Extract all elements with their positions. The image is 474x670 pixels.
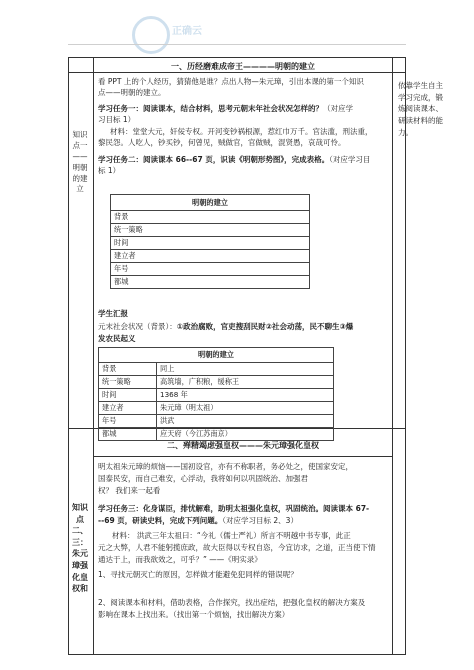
task3-objective: （对应学习目标 2、3）: [222, 516, 298, 525]
section2-intro-line3: 权？ 我们来一起看: [98, 486, 161, 495]
filled-founding-table: [98, 347, 334, 441]
right-column-divider: [392, 57, 393, 655]
material1-line1: 材料：堂堂大元，奸佞专权。开河变钞祸根源，惹红巾万千。官法滥，刑法重，: [110, 127, 373, 136]
task1-text: 阅读课本，结合材料，思考元朝末年社会状况怎样的？: [143, 104, 323, 113]
empty-table-row: 建立者: [111, 250, 310, 263]
empty-table-row: 时间: [111, 237, 310, 250]
report-title: 学生汇报: [98, 309, 128, 318]
report-answer: ①政治腐败，官吏搜刮民财②社会动荡，民不聊生③爆: [176, 322, 354, 331]
table-row: 背景 同上: [99, 363, 334, 376]
table-row: 统一策略 高筑墙，广积粮，缓称王: [99, 376, 334, 389]
task2-line1: [98, 155, 370, 164]
section1-intro-line2: 点——明朝的建立。: [98, 88, 166, 97]
report-prefix: 元末社会状况（背景）：: [98, 322, 177, 331]
header-rule: [68, 44, 406, 45]
section2-intro-line1: 明太祖朱元璋的烦恼——国初设官，亦有不称职者，务必处之，使国家安定，: [98, 462, 353, 471]
knowledge-point-2-label: 知识点二、三：朱元璋强化皇权和: [72, 503, 88, 594]
task1-objective-cont: 习目标 1）: [98, 115, 136, 124]
empty-founding-table: [110, 194, 310, 289]
watermark-logo: [132, 16, 170, 54]
knowledge-point-1-label: 知识点一——明朝的建立: [72, 130, 88, 194]
task3-text: 化身谋臣，排忧解难，助明太祖强化皇权，巩固统治。阅读课本 67-: [143, 504, 370, 513]
watermark-text: 正确云: [172, 26, 202, 37]
empty-table-row: 背景: [111, 211, 310, 224]
task3-text-cont: --69 页，研读史料，完成下列问题。: [98, 516, 223, 525]
task1-objective: （对应学: [323, 104, 353, 113]
filled-table-title: 明朝的建立: [99, 348, 334, 363]
section1-title: 一、历经磨难成帝王————明朝的建立: [171, 62, 315, 71]
empty-table-row: 年号: [111, 263, 310, 276]
section2-title: 二、殚精竭虑强皇权———朱元璋强化皇权: [167, 441, 319, 450]
task1-line1: [98, 104, 353, 113]
section2-title-divider: [93, 456, 392, 457]
section1-title-divider: [68, 72, 406, 73]
question-1: 1、寻找元朝灭亡的原因，怎样做才能避免犯同样的错误呢？: [98, 570, 298, 579]
task3-line1: [98, 504, 369, 513]
question-2-line2: 影响在课本上找出来。（找出第一个烦恼，找出解决方案）: [98, 610, 290, 619]
table-row: 建立者 朱元璋（明太祖）: [99, 402, 334, 415]
left-column-divider: [93, 57, 94, 655]
task3-line2: [98, 516, 298, 525]
report-line2: 发农民起义: [98, 334, 136, 343]
teaching-note: 依靠学生自主学习完成，锻炼阅读课本、研读材料的能力。: [398, 81, 443, 137]
empty-table-row: 统一策略: [111, 224, 310, 237]
question-2-line1: 2、阅读课本和材料，借助表格，合作探究，找出症结，把强化皇权的解决方案及: [98, 598, 366, 607]
empty-table-row: 都城: [111, 276, 310, 289]
task3-label: 学习任务三：: [98, 504, 143, 513]
table-row: 年号 洪武: [99, 415, 334, 428]
section2-intro-line2: 国泰民安，而自己难安，心浮动，我将如何以巩固统治、加强君: [98, 474, 308, 483]
material2-line3: 通达于上，而我欲效之，可乎？” ——《明实录》: [98, 555, 262, 564]
section1-intro-line1: 看 PPT 上的个人经历，猜猜他是谁？点出人物—朱元璋，引出本课的第一个知识: [98, 77, 364, 86]
task2-text: 阅读课本 66--67 页，识读《明朝形势图》，完成表格。: [143, 155, 330, 164]
material2-line2: 元之大弊，人君不能躬揽庶政，故大臣得以专权自恣，今宜访求，之道，正当使下情: [98, 543, 376, 552]
table-row: 时间 1368 年: [99, 389, 334, 402]
task2-objective-cont: 标 1）: [98, 166, 121, 175]
empty-table-title: 明朝的建立: [111, 195, 310, 211]
task2-label: 学习任务二：: [98, 155, 143, 164]
material2-line1: 材料： 洪武三年太祖曰：“今礼（儒士严礼）所言不明越中书专事，此正: [112, 531, 351, 540]
material1-line2: 黎民怨。人吃人，钞买钞，何曾见，贼做官，官做贼，混贤愚，哀哉可怜。: [98, 138, 346, 147]
task1-label: 学习任务一：: [98, 104, 143, 113]
report-line1: [98, 322, 353, 331]
table-row: 都城 应天府（今江苏南京）: [99, 428, 334, 441]
task2-objective: （对应学习目: [329, 155, 371, 164]
